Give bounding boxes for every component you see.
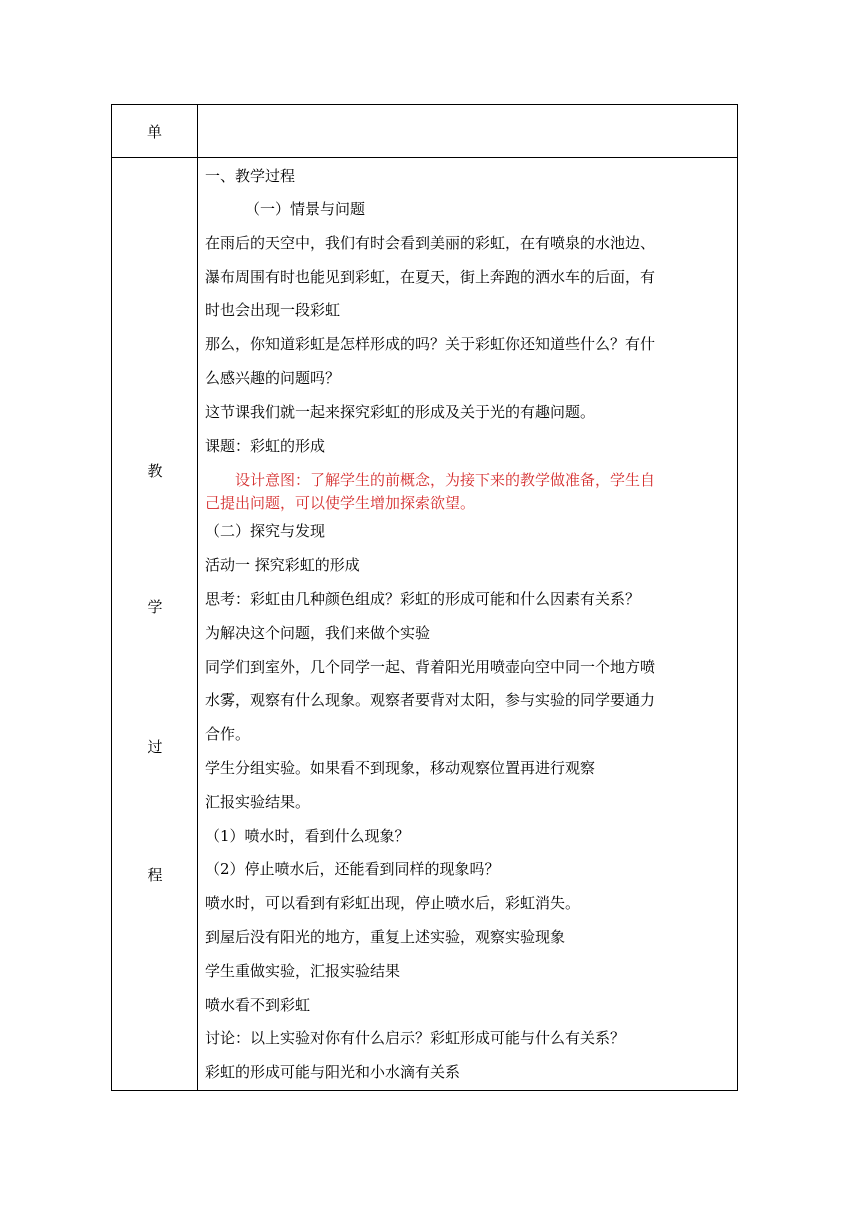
paragraph-line: 彩虹的形成可能与阳光和小水滴有关系 (205, 1063, 461, 1082)
design-intent-line: 己提出问题，可以使学生增加探索欲望。 (205, 494, 476, 513)
side-label-jiao: 教 (147, 462, 163, 480)
subsection-title-1: （一）情景与问题 (245, 200, 366, 218)
section-title: 一、教学过程 (205, 167, 296, 185)
paragraph-line: 这节课我们就一起来探究彩虹的形成及关于光的有趣问题。 (205, 402, 596, 421)
content-cell (198, 158, 738, 1091)
paragraph-line: 喷水时，可以看到有彩虹出现，停止喷水后，彩虹消失。 (205, 894, 581, 913)
paragraph-line: 么感兴趣的问题吗？ (205, 368, 341, 387)
question-line: （1）喷水时，看到什么现象？ (205, 826, 410, 845)
lesson-table (111, 104, 738, 1091)
activity-title: 活动一 探究彩虹的形成 (205, 556, 360, 575)
side-label-xue: 学 (147, 598, 163, 616)
subsection-title-2: （二）探究与发现 (205, 522, 326, 541)
paragraph-line: 讨论：以上实验对你有什么启示？彩虹形成可能与什么有关系？ (205, 1029, 626, 1048)
paragraph-line: 瀑布周围有时也能见到彩虹，在夏天，街上奔跑的洒水车的后面，有 (205, 267, 656, 286)
paragraph-line: 喷水看不到彩虹 (205, 995, 311, 1014)
paragraph-line: 学生重做实验，汇报实验结果 (205, 961, 401, 980)
process-row (112, 158, 738, 1091)
paragraph-line: 学生分组实验。如果看不到现象，移动观察位置再进行观察 (205, 758, 596, 777)
paragraph-line: 为解决这个问题，我们来做个实验 (205, 623, 431, 642)
paragraph-line: 到屋后没有阳光的地方，重复上述实验，观察实验现象 (205, 927, 566, 946)
header-row (112, 105, 738, 158)
side-label-guo: 过 (147, 738, 163, 756)
paragraph-line: 在雨后的天空中，我们有时会看到美丽的彩虹，在有喷泉的水池边、 (205, 233, 656, 252)
paragraph-line: 汇报实验结果。 (205, 792, 311, 811)
header-label: 单 (112, 105, 198, 158)
paragraph-line: 思考：彩虹由几种颜色组成？彩虹的形成可能和什么因素有关系？ (205, 589, 641, 608)
side-label-cell (112, 158, 198, 1091)
paragraph-line: 时也会出现一段彩虹 (205, 301, 341, 320)
topic-line: 课题：彩虹的形成 (205, 436, 326, 455)
paragraph-line: 水雾，观察有什么现象。观察者要背对太阳，参与实验的同学要通力 (205, 691, 656, 710)
paragraph-line: 那么，你知道彩虹是怎样形成的吗？关于彩虹你还知道些什么？有什 (205, 335, 656, 354)
header-value (198, 105, 738, 158)
paragraph-line: 同学们到室外，几个同学一起、背着阳光用喷壶向空中同一个地方喷 (205, 657, 656, 676)
paragraph-line: 合作。 (205, 725, 251, 744)
side-label-cheng: 程 (147, 866, 163, 884)
question-line: （2）停止喷水后，还能看到同样的现象吗？ (205, 860, 500, 879)
design-intent-line: 设计意图：了解学生的前概念，为接下来的教学做准备，学生自 (235, 471, 656, 490)
